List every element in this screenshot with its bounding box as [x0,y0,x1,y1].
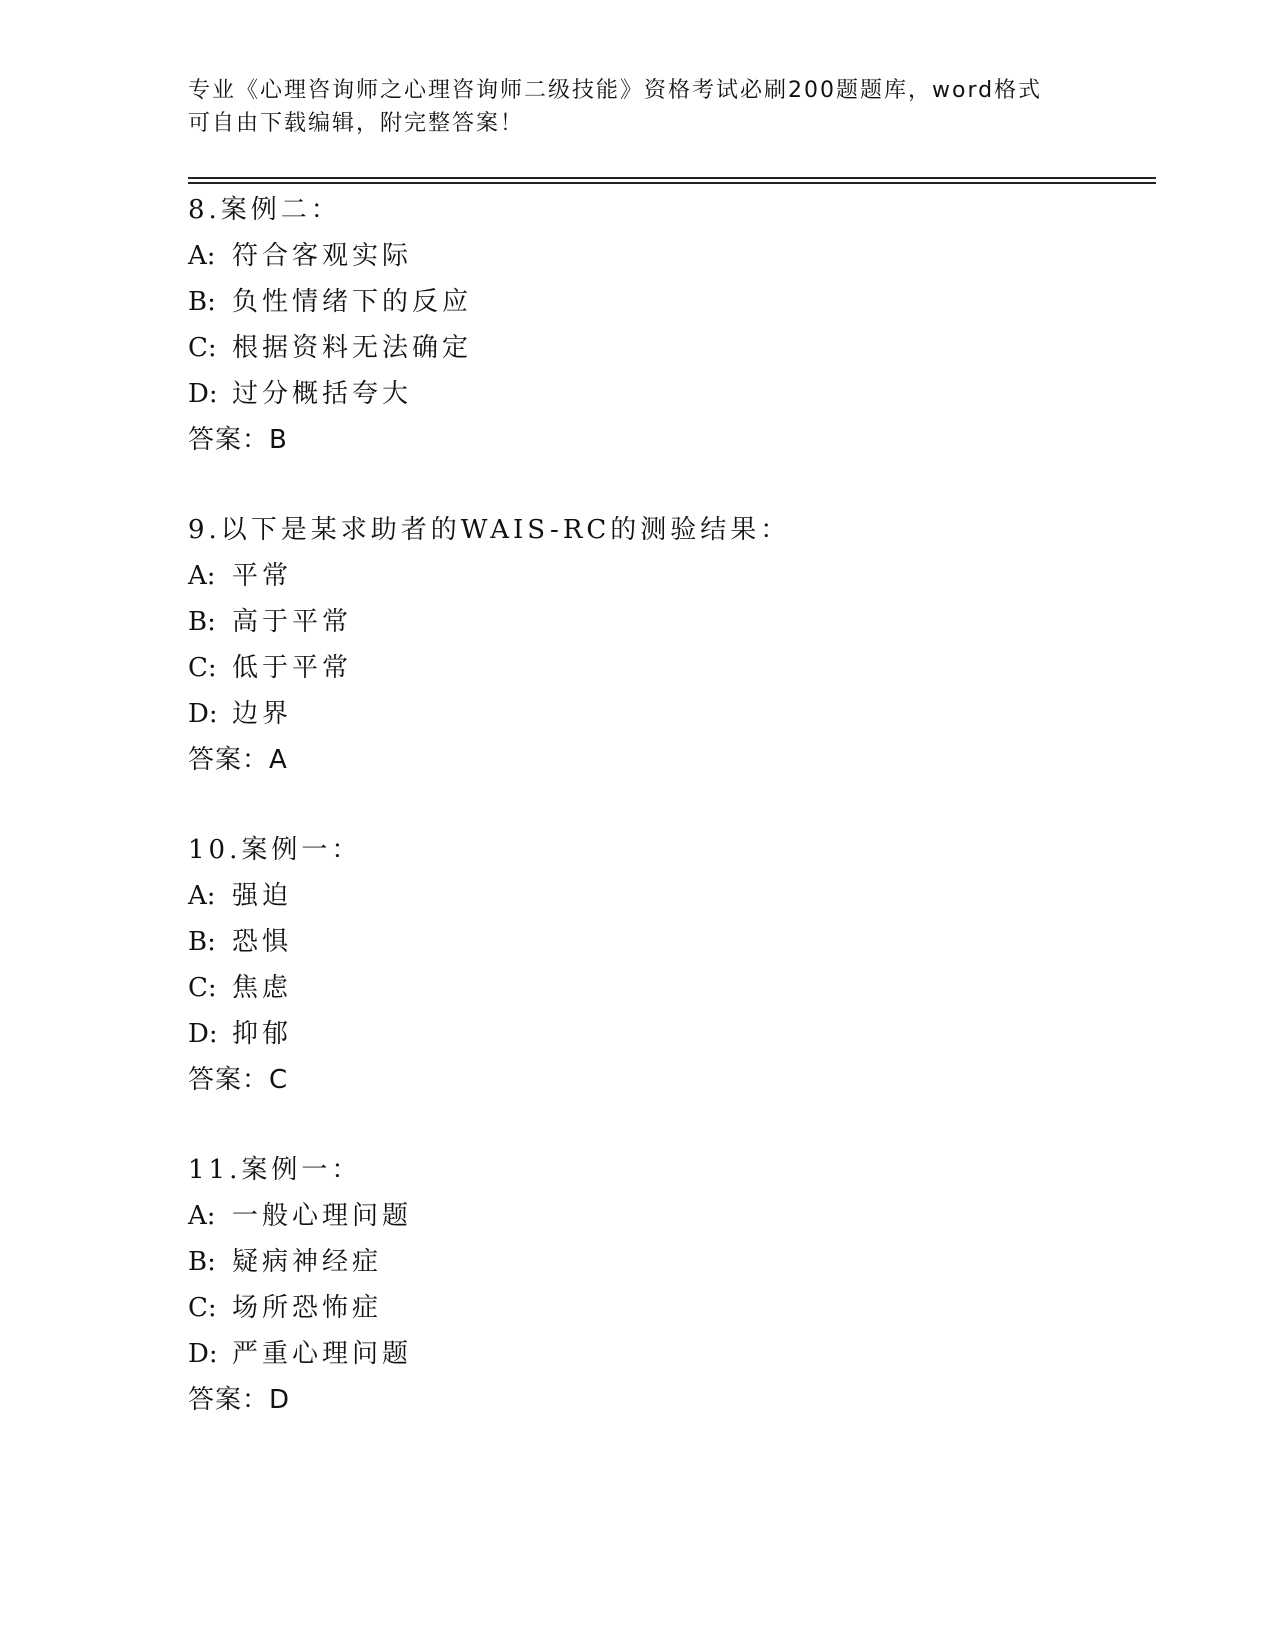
option-b: B: 疑病神经症 [188,1247,383,1277]
option-d: D: 边界 [188,699,293,729]
option-b: B: 负性情绪下的反应 [188,287,473,317]
option-c: C: 低于平常 [188,653,353,683]
document-header [188,74,1088,140]
option-c: C: 根据资料无法确定 [188,333,473,363]
option-d: D: 严重心理问题 [188,1339,413,1369]
question-10 [188,827,1088,1103]
answer-line: 答案：B [188,425,288,455]
option-d: D: 过分概括夸大 [188,379,413,409]
option-a: A: 一般心理问题 [188,1201,413,1231]
question-11 [188,1147,1088,1423]
header-line-1: 专业《心理咨询师之心理咨询师二级技能》资格考试必刷200题题库，word格式 [188,78,1043,103]
option-a: A: 强迫 [188,881,293,911]
question-stem: 10.案例一： [188,835,362,865]
answer-line: 答案：C [188,1065,289,1095]
question-stem: 8.案例二： [188,195,341,225]
question-9 [188,507,1088,783]
option-c: C: 场所恐怖症 [188,1293,383,1323]
option-c: C: 焦虑 [188,973,293,1003]
answer-line: 答案：A [188,745,288,775]
option-d: D: 抑郁 [188,1019,293,1049]
header-line-2: 可自由下载编辑，附完整答案！ [188,111,525,136]
question-stem: 9.以下是某求助者的WAIS-RC的测验结果： [188,515,791,545]
header-divider-top [188,177,1156,179]
option-a: A: 平常 [188,561,293,591]
question-8 [188,187,1088,463]
header-divider-bottom [188,182,1156,184]
option-b: B: 高于平常 [188,607,353,637]
answer-line: 答案：D [188,1385,291,1415]
option-b: B: 恐惧 [188,927,293,957]
question-stem: 11.案例一： [188,1155,362,1185]
option-a: A: 符合客观实际 [188,241,413,271]
